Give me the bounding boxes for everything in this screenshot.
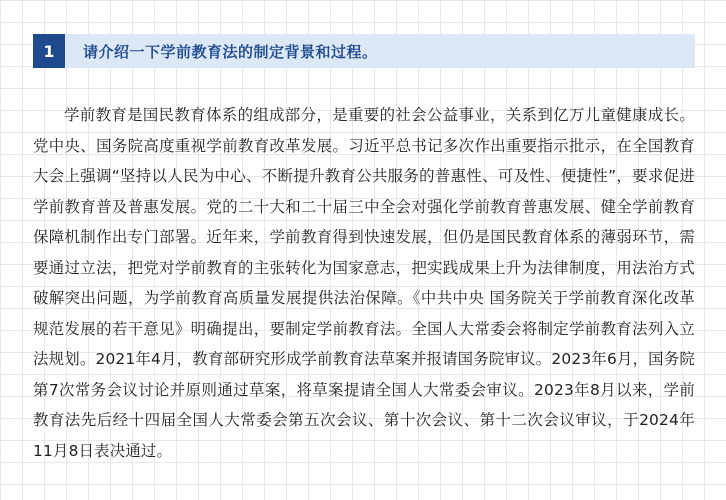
question-title: 请介绍一下学前教育法的制定背景和过程。 [83, 42, 378, 61]
answer-paragraph: 学前教育是国民教育体系的组成部分，是重要的社会公益事业，关系到亿万儿童健康成长。党中央、国务院高度重视学前教育改革发展。习近平总书记多次作出重要指示批示，在全国教育大会上强调“坚持以人民为中心、不断提升教育公共服务的普惠性、可及性、便捷性”，要求促进学前教育普及普惠发展。党的二十大和二十届三中全会对强化学前教育普惠发展、健全学前教育保障机制作出专门部署。近年来，学前教育得到快速发展，但仍是国民教育体系的薄弱环节，需要通过立法，把党对学前教育的主张转化为国家意志，把实践成果上升为法律制度，用法治方式破解突出问题，为学前教育高质量发展提供法治保障。《中共中央 国务院关于学前教育深化改革规范发展的若干意见》明确提出，要制定学前教育法。全国人大常委会将制定学前教育法列入立法规划。2021年4月，教育部研究形成学前教育法草案并报请国务院审议。2023年6月，国务院第7次常务会议讨论并原则通过草案，将草案提请全国人大常委会审议。2023年8月以来，学前教育法先后经十四届全国人大常委会第五次会议、第十次会议、第十二次会议审议，于2024年11月8日表决通过。 [33, 106, 695, 460]
question-header [33, 34, 695, 68]
question-number-badge: 1 [33, 34, 65, 68]
